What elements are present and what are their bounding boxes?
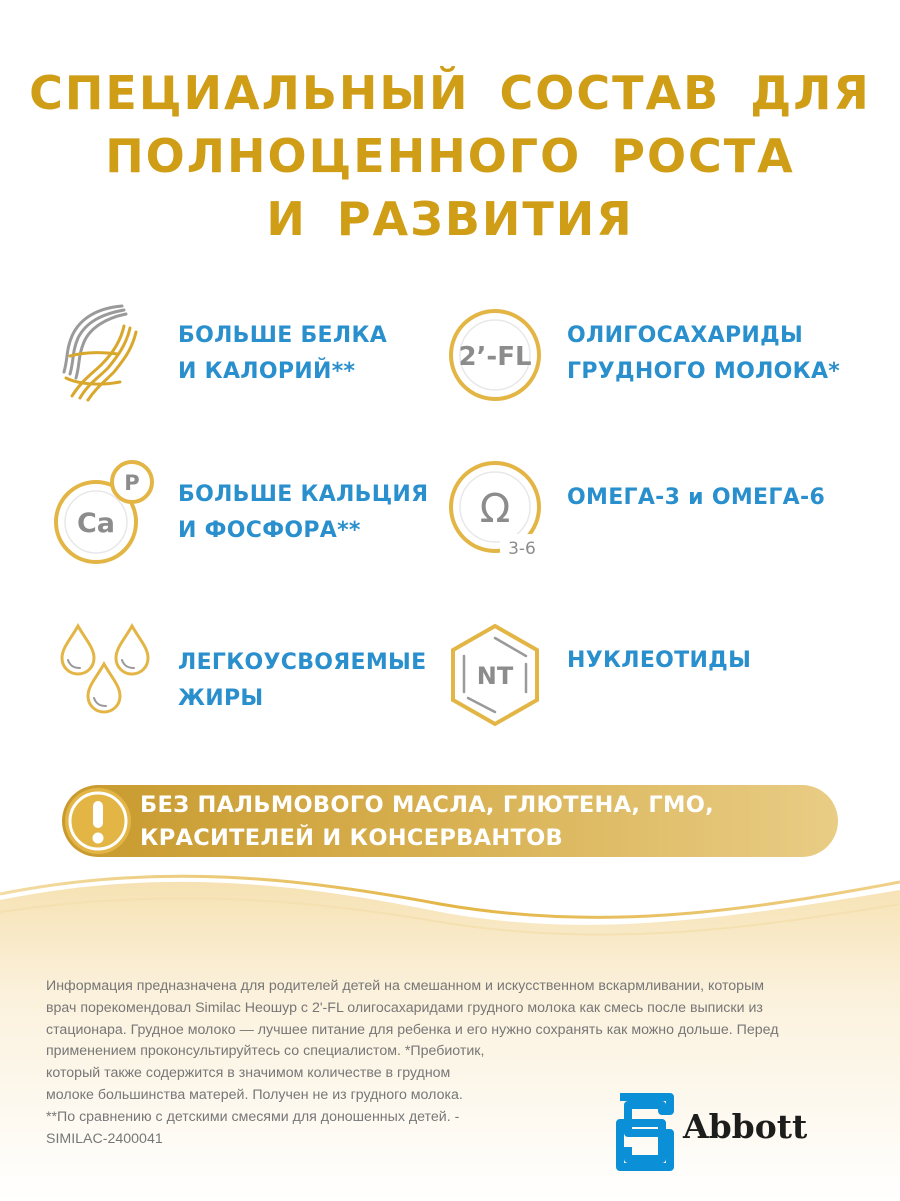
- page-title: [0, 62, 900, 251]
- svg-text:Ca: Ca: [76, 508, 116, 539]
- no-palm-oil-banner: [62, 785, 838, 857]
- banner-text: БЕЗ ПАЛЬМОВОГО МАСЛА, ГЛЮТЕНА, ГМО, КРАСИТЕЛЕЙ И КОНСЕРВАНТОВ: [140, 792, 714, 851]
- nucleotides-icon: [448, 622, 542, 728]
- svg-text:NT: NT: [476, 662, 514, 690]
- svg-text:3-6: 3-6: [508, 539, 536, 559]
- title-line-1: СПЕЦИАЛЬНЫЙ СОСТАВ ДЛЯ: [29, 66, 871, 120]
- title-line-3: И РАЗВИТИЯ: [266, 192, 634, 246]
- svg-text:Ω: Ω: [479, 486, 511, 532]
- svg-text:2’-FL: 2’-FL: [458, 342, 532, 372]
- title-line-2: ПОЛНОЦЕННОГО РОСТА: [105, 129, 795, 183]
- oil-drops-icon: [58, 622, 154, 718]
- feature-nucleotides-text: НУКЛЕОТИДЫ: [567, 648, 752, 673]
- exclamation-icon: [62, 785, 134, 857]
- feature-calcium-text: БОЛЬШЕ КАЛЬЦИЯ И ФОСФОРА**: [178, 482, 429, 543]
- svg-text:P: P: [124, 471, 140, 495]
- disclaimer-text: Информация предназначена для родителей детей на смешанном и искусственном вскармливании, которым врач порекомендовал Similac Неошур с 2'-FL олигосахаридами грудного молока как смесь после выписки из стационара. Грудное молоко — лучшее питание для ребенка и его нужно сохранять как можно дольше. Перед применением проконсультируйтесь со специалистом. *Пребиотик, который также содержится в значимом количестве в грудном молоке большинства матерей. Получен не из грудного молока. **По сравнению с детскими смесями для доношенных детей. - SIMILAC-2400041: [46, 978, 779, 1147]
- 2fl-icon: [446, 306, 544, 404]
- abbott-logo-icon: [616, 1093, 674, 1171]
- protein-wave-icon: [58, 298, 140, 402]
- omega-icon: [446, 458, 552, 564]
- feature-protein-text: БОЛЬШЕ БЕЛКА И КАЛОРИЙ**: [178, 323, 388, 384]
- abbott-wordmark: Abbott: [683, 1107, 808, 1146]
- feature-hmo-text: ОЛИГОСАХАРИДЫ ГРУДНОГО МОЛОКА*: [567, 323, 841, 384]
- feature-fats-text: ЛЕГКОУСВОЯЕМЫЕ ЖИРЫ: [178, 650, 427, 711]
- calcium-phosphorus-icon: [52, 456, 164, 568]
- feature-omega-text: ОМЕГА-3 и ОМЕГА-6: [567, 485, 826, 510]
